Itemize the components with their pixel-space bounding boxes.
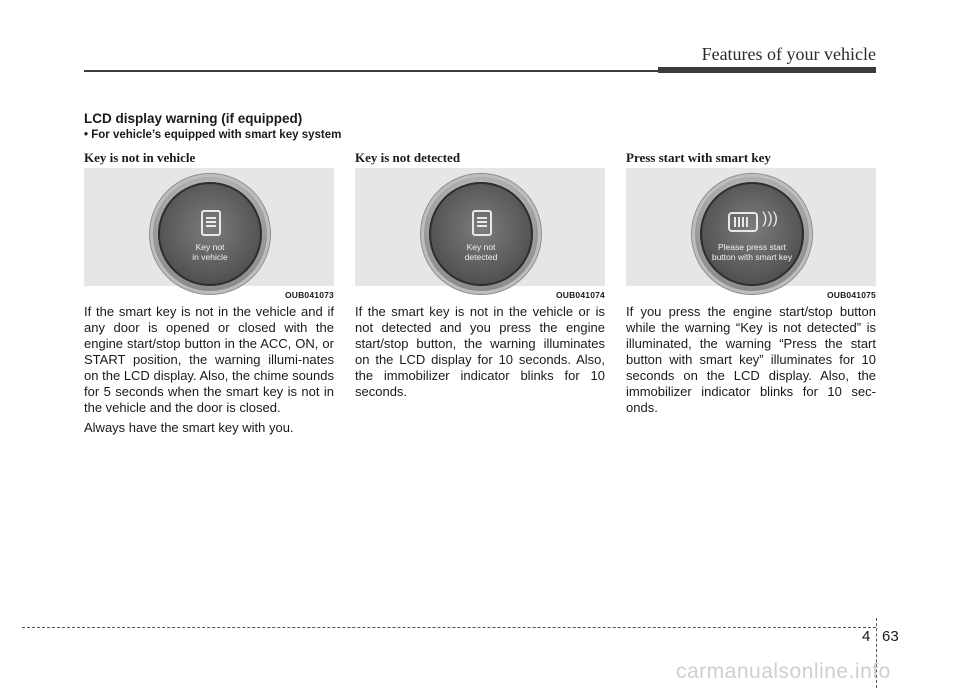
lcd-dial bbox=[692, 174, 812, 294]
dial-message-line2: button with smart key bbox=[711, 252, 793, 262]
header-rule-accent bbox=[658, 67, 876, 73]
section-subtitle: • For vehicle’s equipped with smart key system bbox=[84, 129, 342, 141]
lcd-dial bbox=[150, 174, 270, 294]
dial-message bbox=[158, 242, 262, 262]
dial-message-line1: Please press start bbox=[717, 242, 787, 252]
figure-code: OUB041073 bbox=[284, 290, 334, 300]
column-key-not-detected bbox=[355, 150, 605, 404]
lcd-dial-face bbox=[700, 182, 804, 286]
column-heading: Key is not in vehicle bbox=[84, 150, 196, 165]
warning-figure bbox=[355, 168, 605, 300]
page-number: 63 bbox=[882, 628, 899, 645]
dial-message-line1: Key not bbox=[466, 242, 496, 252]
footer-dashed-rule bbox=[22, 627, 876, 628]
figure-code: OUB041074 bbox=[555, 290, 605, 300]
page-chapter: 4 bbox=[862, 628, 871, 645]
column-body bbox=[84, 304, 334, 436]
figure-code: OUB041075 bbox=[826, 290, 876, 300]
column-body bbox=[355, 304, 605, 400]
dial-message bbox=[429, 242, 533, 262]
lcd-dial bbox=[421, 174, 541, 294]
body-paragraph: If the smart key is not in the vehicle or is not detected and you press the engine start/stop button, the warning illuminates on the LCD display for 10 seconds. Also, the immobilizer indicator blinks for 10 seconds. bbox=[355, 304, 605, 399]
key-fob-icon-group bbox=[728, 210, 778, 234]
dial-message-line2: detected bbox=[464, 252, 498, 262]
body-paragraph: If you press the engine start/stop button while the warning “Key is not detected” is illuminated, the warning “Press the start button with smart key” illuminates for 10 seconds on the LCD display. Also, the immobilizer indicator blinks for 10 sec-onds. bbox=[626, 304, 876, 415]
column-heading: Press start with smart key bbox=[626, 150, 771, 165]
warning-figure bbox=[84, 168, 334, 300]
header-title: Features of your vehicle bbox=[701, 44, 876, 64]
lcd-dial-face bbox=[158, 182, 262, 286]
section-title: LCD display warning (if equipped) bbox=[84, 111, 303, 126]
lcd-dial-face bbox=[429, 182, 533, 286]
column-heading: Key is not detected bbox=[355, 150, 461, 165]
column-key-not-in-vehicle bbox=[84, 150, 334, 440]
warning-figure bbox=[626, 168, 876, 300]
dial-message-line1: Key not bbox=[195, 242, 225, 252]
signal-waves-icon: ))) bbox=[762, 210, 778, 227]
smart-key-icon bbox=[201, 210, 221, 236]
column-press-start bbox=[626, 150, 876, 420]
smart-key-icon bbox=[472, 210, 492, 236]
dial-message-line2: in vehicle bbox=[192, 252, 228, 262]
body-paragraph: Always have the smart key with you. bbox=[84, 420, 294, 435]
key-fob-icon bbox=[728, 212, 758, 232]
watermark: carmanualsonline.info bbox=[676, 660, 891, 683]
dial-message bbox=[700, 242, 804, 262]
body-paragraph: If the smart key is not in the vehicle and if any door is opened or closed with the engine start/stop button in the ACC, ON, or START position, the warning illumi-nates on the LCD display. Also, the chime sounds for 5 seconds when the smart key is not in the vehicle and the door is closed. bbox=[84, 304, 334, 415]
column-body bbox=[626, 304, 876, 416]
